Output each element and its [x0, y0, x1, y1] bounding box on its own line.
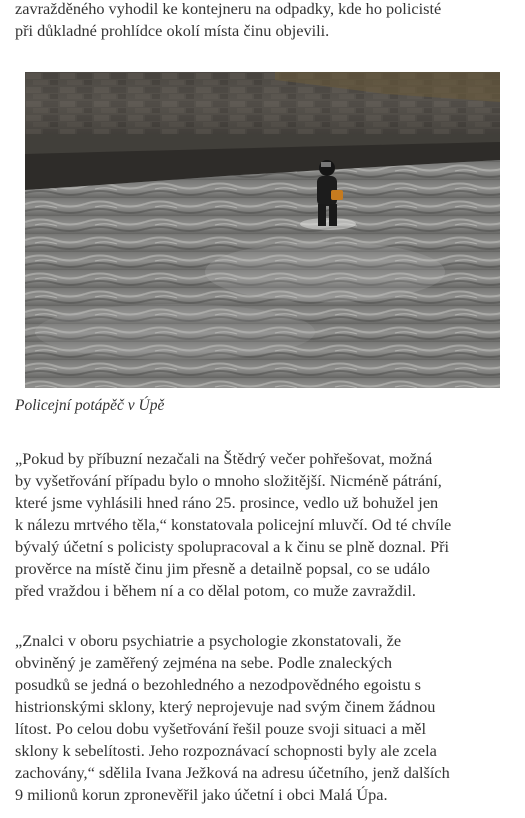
paragraph-line: prověrce na místě činu jim přesně a detailně popsal, co se událo [15, 559, 431, 578]
paragraph-line: zachovány,“ sdělila Ivana Ježková na adresu účetního, jenž dalších [15, 763, 450, 782]
paragraph-line: 9 milionů korun zpronevěřil jako účetní i obci Malá Úpa. [15, 785, 388, 804]
paragraph-line: bývalý účetní s policisty spolupracoval a k činu se plně doznal. Při [15, 537, 450, 556]
paragraph-line: obviněný je zaměřený zejména na sebe. Podle znaleckých [15, 653, 393, 672]
paragraph-line: by vyšetřování případu bylo o mnoho složitější. Nicméně pátrání, [15, 471, 442, 490]
quote-paragraph-2 [15, 630, 450, 806]
figure-caption: Policejní potápěč v Úpě [15, 397, 165, 414]
paragraph-line: posudků se jedná o bezohledného a nezodpovědného egoistu s [15, 675, 422, 694]
paragraph-line: před vraždou i během ní a co dělal potom, co muže zavraždil. [15, 581, 416, 600]
intro-paragraph [15, 0, 441, 42]
river-diver-photo [25, 72, 500, 388]
intro-line: při důkladné prohlídce okolí místa činu objevili. [15, 21, 330, 40]
intro-line: zavražděného vyhodil ke kontejneru na odpadky, kde ho policisté [15, 0, 442, 18]
paragraph-line: lítost. Po celou dobu vyšetřování řešil pouze svoji situaci a měl [15, 719, 427, 738]
paragraph-line: histrionskými sklony, který neprojevuje nad svým činem žádnou [15, 697, 436, 716]
paragraph-line: k nálezu mrtvého těla,“ konstatovala policejní mluvčí. Od té chvíle [15, 515, 452, 534]
paragraph-line: které jsme vyhlásili hned ráno 25. prosince, vedlo už bohužel jen [15, 493, 439, 512]
paragraph-line: sklony k sebelítosti. Jeho rozpoznávací schopnosti byly ale zcela [15, 741, 437, 760]
paragraph-line: „Znalci v oboru psychiatrie a psychologie zkonstatovali, že [15, 631, 402, 650]
quote-paragraph-1 [15, 448, 451, 602]
paragraph-line: „Pokud by příbuzní nezačali na Štědrý večer pohřešovat, možná [15, 449, 433, 468]
